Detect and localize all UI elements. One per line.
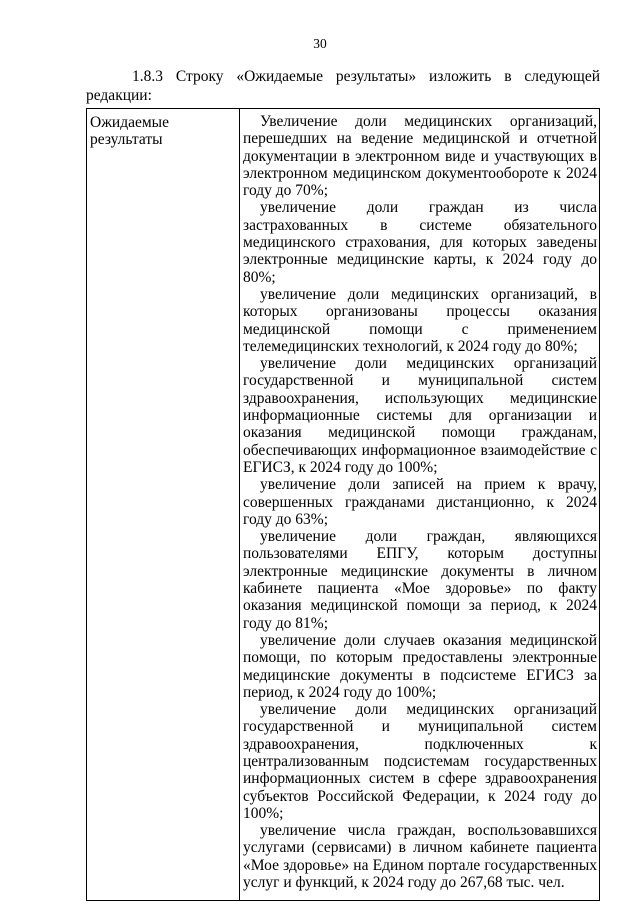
result-paragraph: увеличение доли записей на прием к врачу, совершенных гражданами дистанционно, к 2024 году до 63%; xyxy=(243,476,597,528)
result-paragraph: Увеличение доли медицинских организаций, перешедших на ведение медицинской и отчетной документации в электронном виде и участвующих в электронном медицинском документообороте к 2024 году до 70%; xyxy=(243,113,597,200)
page-number: 30 xyxy=(313,36,327,51)
content-cell xyxy=(240,109,600,901)
result-paragraph: увеличение доли медицинских организаций государственной и муниципальной систем здравоохранения, использующих медицинские информационные системы для организации и оказания медицинской помощи гражданам, обеспечивающих информационное взаимодействие с ЕГИСЗ, к 2024 году до 100%; xyxy=(243,355,597,476)
intro-paragraph: 1.8.3 Строку «Ожидаемые результаты» изложить в следующей редакции: xyxy=(86,68,600,104)
result-paragraph: увеличение доли случаев оказания медицинской помощи, по которым предоставлены электронные медицинские документы в подсистеме ЕГИСЗ за период, к 2024 году до 100%; xyxy=(243,631,597,701)
label-line: результаты xyxy=(90,131,163,149)
result-paragraph: увеличение доли медицинских организаций государственной и муниципальной систем здравоохранения, подключенных к централизованным подсистемам государственных информационных систем в сфере здравоохранения субъектов Российской Федерации, к 2024 году до 100%; xyxy=(243,701,597,822)
table-row xyxy=(87,109,600,901)
expected-results-table xyxy=(86,108,600,901)
label-cell xyxy=(87,109,240,901)
result-paragraph: увеличение доли граждан, являющихся пользователями ЕПГУ, которым доступны электронные медицинские документы в личном кабинете пациента «Мое здоровье» по факту оказания медицинской помощи за период, к 2024 году до 81%; xyxy=(243,528,597,632)
label-line: Ожидаемые xyxy=(90,114,169,131)
result-paragraph: увеличение доли граждан из числа застрахованных в системе обязательного медицинского страхования, для которых заведены электронные медицинские карты, к 2024 году до 80%; xyxy=(243,199,597,286)
result-paragraph: увеличение числа граждан, воспользовавшихся услугами (сервисами) в личном кабинете пациента «Мое здоровье» на Едином портале государственных услуг и функций, к 2024 году до 267,68 тыс. чел. xyxy=(243,822,597,892)
result-paragraph: увеличение доли медицинских организаций, в которых организованы процессы оказания медицинской помощи с применением телемедицинских технологий, к 2024 году до 80%; xyxy=(243,285,597,355)
